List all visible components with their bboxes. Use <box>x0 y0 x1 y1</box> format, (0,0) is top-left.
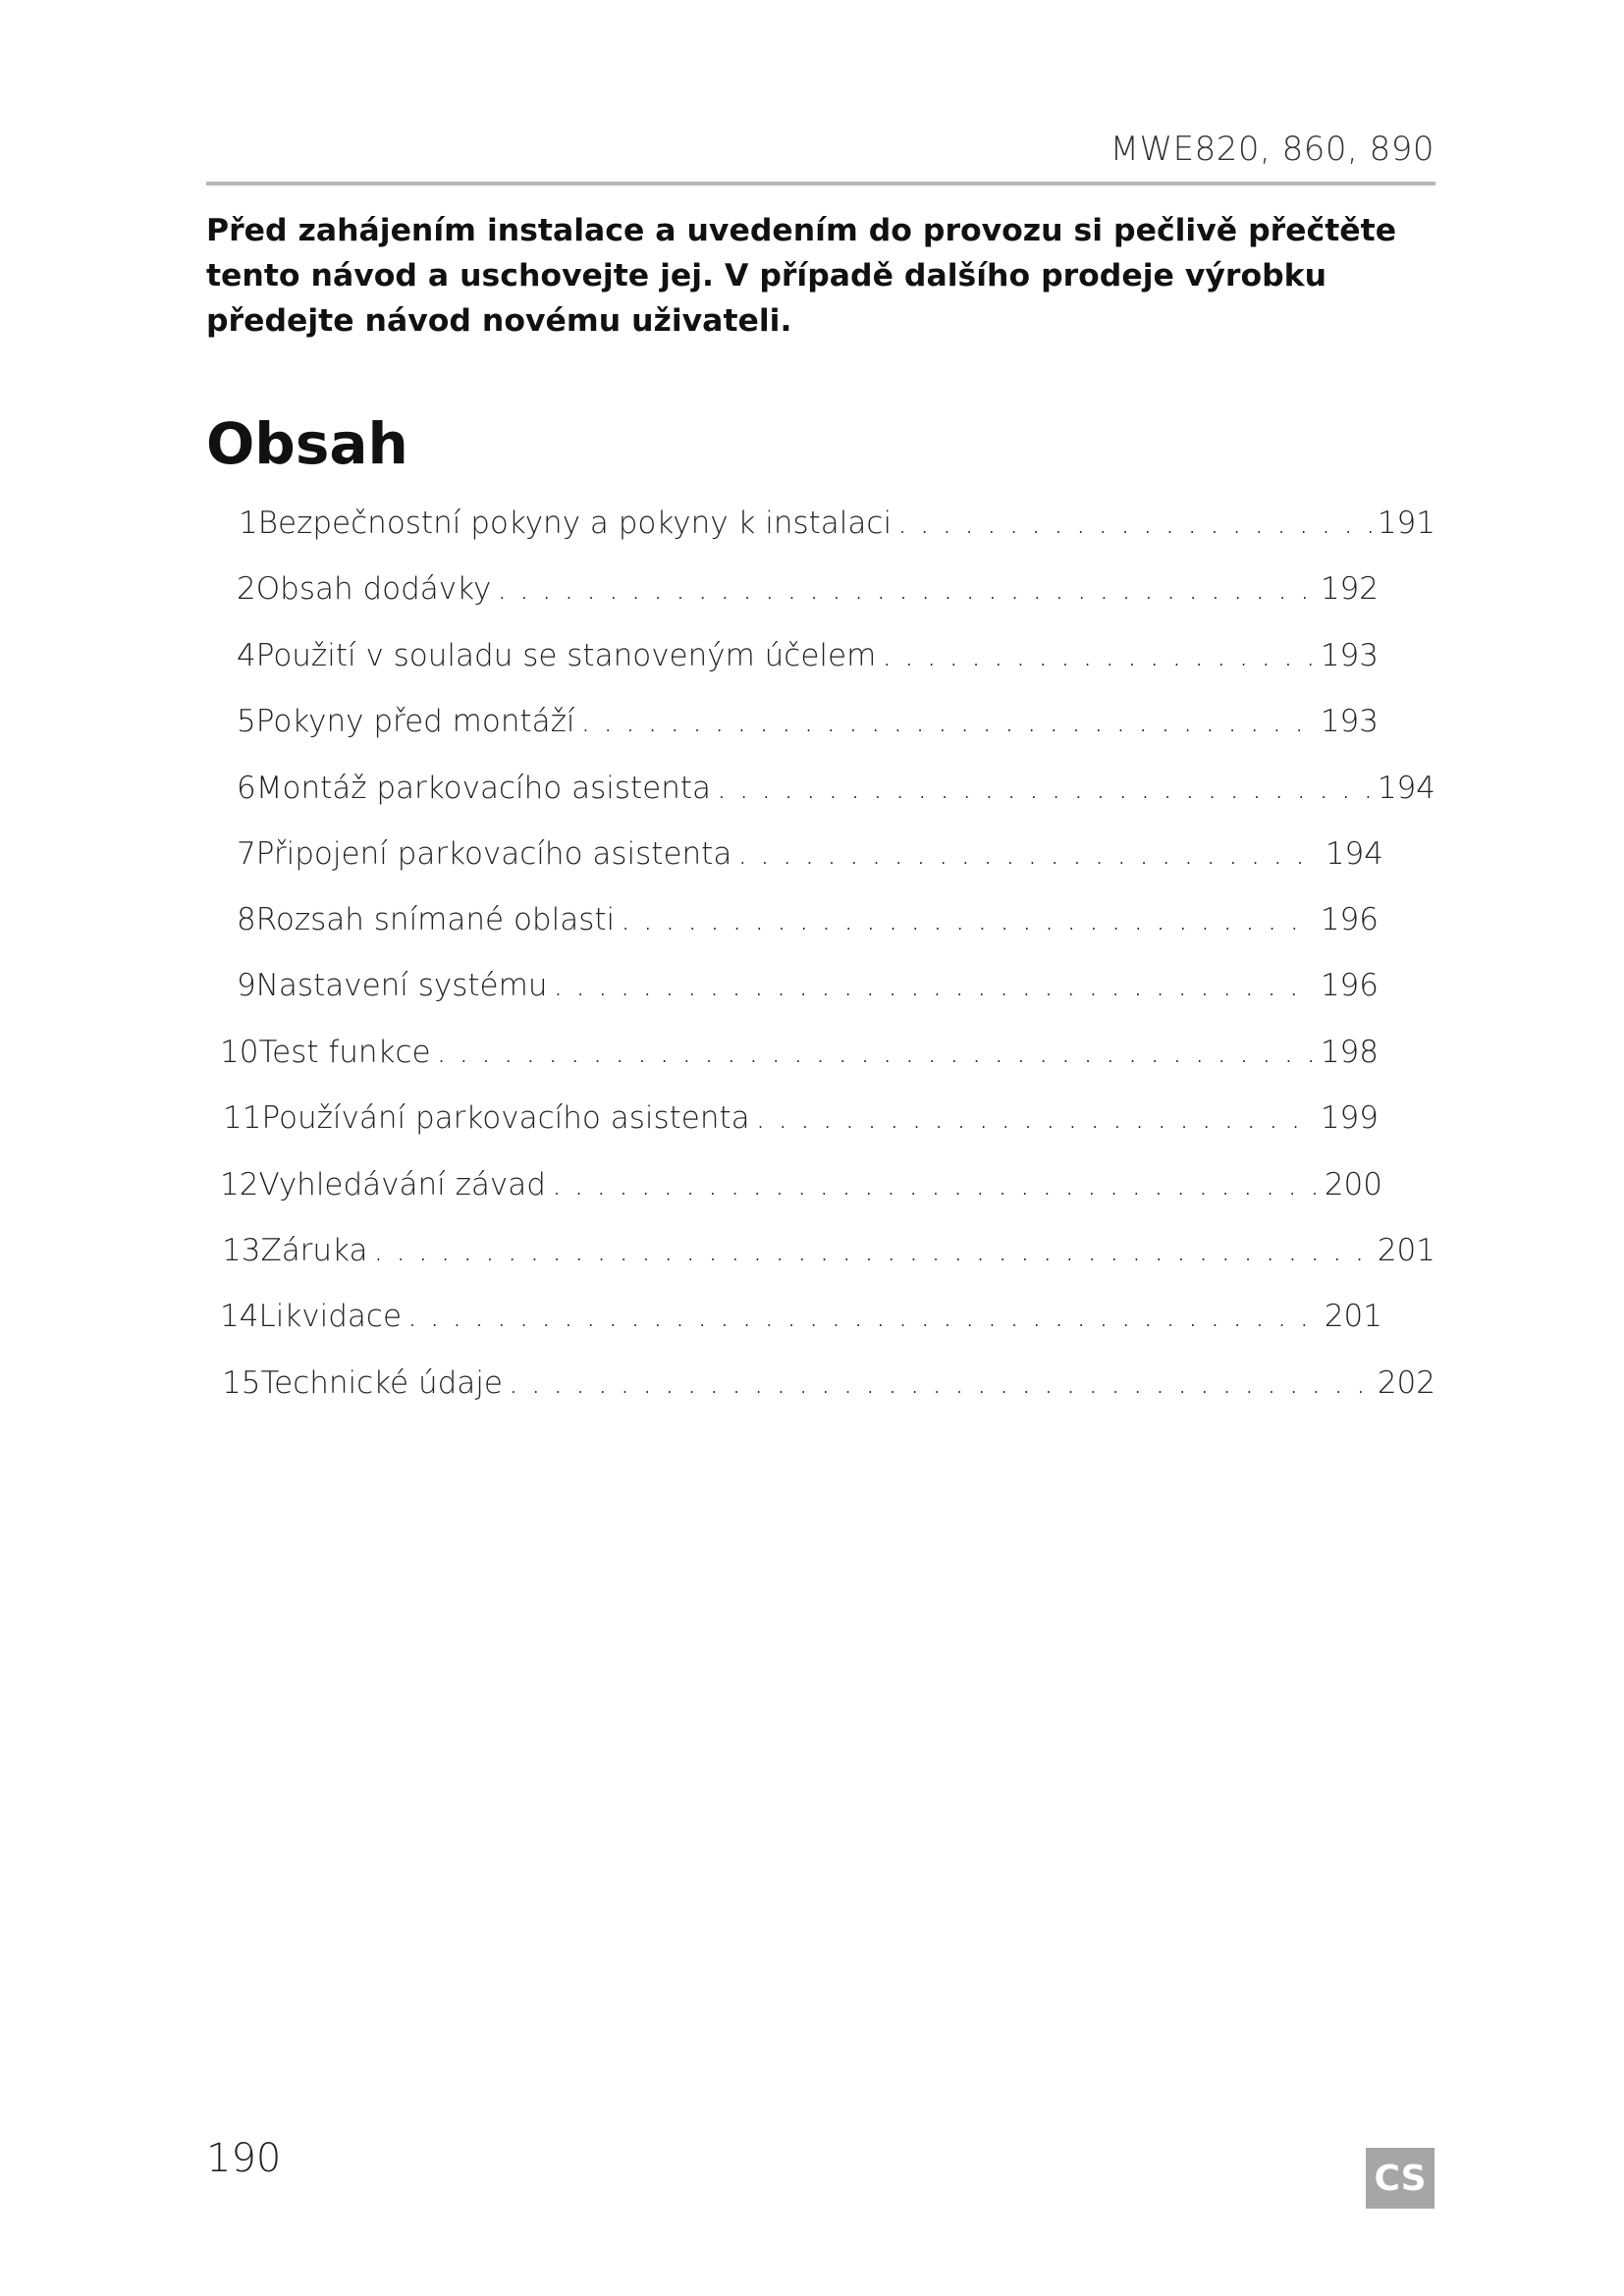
toc-entry-page: 202 <box>1377 1365 1435 1401</box>
toc-dot-leader <box>897 501 1372 546</box>
toc-entry-page: 191 <box>1377 506 1435 541</box>
toc-dot-leader <box>581 699 1315 744</box>
header-divider <box>206 182 1435 186</box>
toc-heading: Obsah <box>206 410 408 477</box>
toc-entry-title: Montáž parkovacího asistenta <box>255 771 712 806</box>
toc-entry-number: 2 <box>237 571 256 607</box>
toc-dot-leader <box>373 1228 1371 1273</box>
toc-entry-number: 9 <box>237 968 256 1003</box>
page-number: 190 <box>206 2136 282 2181</box>
toc-entry-page: 200 <box>1324 1167 1382 1202</box>
toc-dot-leader <box>407 1294 1319 1339</box>
intro-notice: Před zahájením instalace a uvedením do provozu si pečlivě přečtěte tento návod a uschovejte jej. V případě dalšího prodeje výrobku předejte návod novému uživateli. <box>206 213 1397 339</box>
toc-dot-leader <box>497 566 1315 612</box>
toc-entry-page: 201 <box>1377 1233 1435 1268</box>
toc-entry[interactable] <box>237 963 1379 1008</box>
toc-entry-title: Použití v souladu se stanoveným účelem <box>255 638 877 673</box>
toc-entry[interactable] <box>222 1361 1435 1406</box>
toc-entry-page: 194 <box>1325 836 1383 872</box>
toc-entry-title: Rozsah snímané oblasti <box>255 902 616 937</box>
toc-entry-number: 13 <box>222 1233 261 1268</box>
toc-entry[interactable] <box>237 633 1379 678</box>
toc-dot-leader <box>737 831 1320 877</box>
toc-dot-leader <box>437 1030 1315 1075</box>
toc-entry[interactable] <box>220 1162 1382 1207</box>
toc-entry[interactable] <box>237 897 1379 942</box>
toc-entry-page: 201 <box>1324 1299 1382 1334</box>
toc-entry-title: Záruka <box>260 1233 368 1268</box>
toc-entry-number: 5 <box>237 704 256 739</box>
toc-entry-page: 198 <box>1320 1035 1379 1070</box>
toc-dot-leader <box>621 897 1315 942</box>
toc-dot-leader <box>509 1361 1372 1406</box>
toc-entry-title: Likvidace <box>258 1299 403 1334</box>
toc-entry[interactable] <box>237 766 1435 811</box>
toc-entry-number: 12 <box>220 1167 259 1202</box>
toc-entry-page: 196 <box>1320 902 1379 937</box>
toc-dot-leader <box>882 633 1315 678</box>
toc-entry-number: 8 <box>237 902 256 937</box>
toc-dot-leader <box>552 1162 1319 1207</box>
toc-entry[interactable] <box>220 1294 1382 1339</box>
toc-entry-title: Pokyny před montáží <box>255 704 575 739</box>
toc-entry-title: Vyhledávání závad <box>258 1167 546 1202</box>
header-model-number: MWE820, 860, 890 <box>1110 130 1435 169</box>
toc-entry-page: 193 <box>1320 638 1379 673</box>
toc-entry-title: Připojení parkovacího asistenta <box>255 836 732 872</box>
toc-entry[interactable] <box>222 1228 1435 1273</box>
toc-dot-leader <box>717 766 1372 811</box>
toc-entry-number: 6 <box>237 771 256 806</box>
toc-entry-number: 10 <box>220 1035 259 1070</box>
toc-dot-leader <box>756 1095 1315 1141</box>
toc-entry-number: 11 <box>223 1100 262 1136</box>
toc-dot-leader <box>553 963 1314 1008</box>
toc-entry[interactable] <box>237 699 1379 744</box>
toc-entry-number: 1 <box>239 506 258 541</box>
toc-entry[interactable] <box>237 831 1383 877</box>
toc-entry-page: 196 <box>1320 968 1379 1003</box>
toc-entry-page: 193 <box>1320 704 1379 739</box>
toc-entry[interactable] <box>239 501 1435 546</box>
toc-entry-title: Technické údaje <box>260 1365 503 1401</box>
toc-entry-title: Nastavení systému <box>255 968 548 1003</box>
toc-entry-number: 15 <box>222 1365 261 1401</box>
toc-entry-page: 194 <box>1377 771 1435 806</box>
toc-entry-title: Používání parkovacího asistenta <box>261 1100 750 1136</box>
language-badge: CS <box>1366 2148 1435 2209</box>
toc-entry-title: Obsah dodávky <box>255 571 492 607</box>
toc-entry-number: 7 <box>237 836 256 872</box>
toc-entry[interactable] <box>223 1095 1379 1141</box>
toc-entry-page: 199 <box>1320 1100 1379 1136</box>
toc-entry-number: 14 <box>220 1299 259 1334</box>
toc-entry-title: Bezpečnostní pokyny a pokyny k instalaci <box>257 506 893 541</box>
toc-entry[interactable] <box>220 1030 1379 1075</box>
toc-entry-title: Test funkce <box>258 1035 431 1070</box>
toc-entry[interactable] <box>237 566 1379 612</box>
toc-entry-page: 192 <box>1320 571 1379 607</box>
toc-entry-number: 4 <box>237 638 256 673</box>
